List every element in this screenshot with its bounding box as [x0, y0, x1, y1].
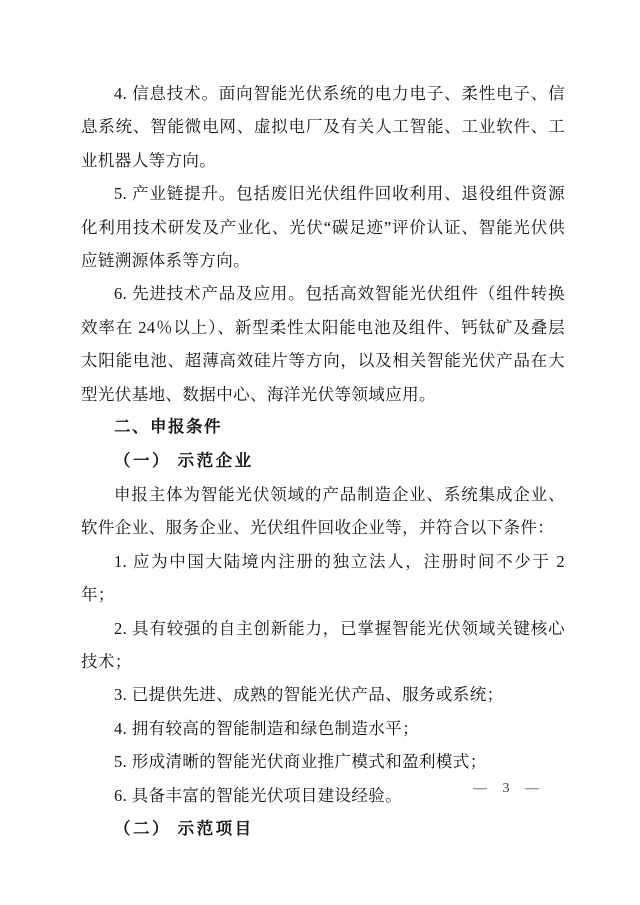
section-heading: 二、申报条件	[114, 418, 222, 437]
paragraph: 2. 具有较强的自主创新能力，已掌握智能光伏领域关键核心技术；	[81, 618, 565, 671]
paragraph: 6. 具备丰富的智能光伏项目建设经验。	[114, 785, 403, 805]
paragraph: 5. 产业链提升。包括废旧光伏组件回收利用、退役组件资源化利用技术研发及产业化、光伏“碳足迹”评价认证、智能光伏供应链溯源体系等方向。	[81, 184, 565, 271]
paragraph: 4. 信息技术。面向智能光伏系统的电力电子、柔性电子、信息系统、智能微电网、虚拟电厂及有关人工智能、工业软件、工业机器人等方向。	[81, 84, 565, 170]
section-heading: （二） 示范项目	[114, 818, 254, 838]
paragraph: 3. 已提供先进、成熟的智能光伏产品、服务或系统；	[114, 685, 504, 705]
document-body	[81, 77, 565, 845]
page-number: — 3 —	[473, 781, 542, 796]
paragraph: 5. 形成清晰的智能光伏商业推广模式和盈利模式；	[114, 752, 487, 772]
paragraph: 6. 先进技术产品及应用。包括高效智能光伏组件（组件转换效率在 24％以上）、新型柔性太阳能电池及组件、钙钛矿及叠层太阳能电池、超薄高效硅片等方向，以及相关智能光伏产品在大型光伏基地、数据中心、海洋光伏等领域应用。	[81, 284, 565, 404]
paragraph: 申报主体为智能光伏领域的产品制造企业、系统集成企业、软件企业、服务企业、光伏组件回收企业等，并符合以下条件：	[81, 484, 565, 538]
paragraph: 1. 应为中国大陆境内注册的独立法人，注册时间不少于 2 年；	[81, 551, 565, 605]
section-heading: （一） 示范企业	[114, 451, 254, 471]
paragraph: 4. 拥有较高的智能制造和绿色制造水平；	[114, 718, 419, 738]
